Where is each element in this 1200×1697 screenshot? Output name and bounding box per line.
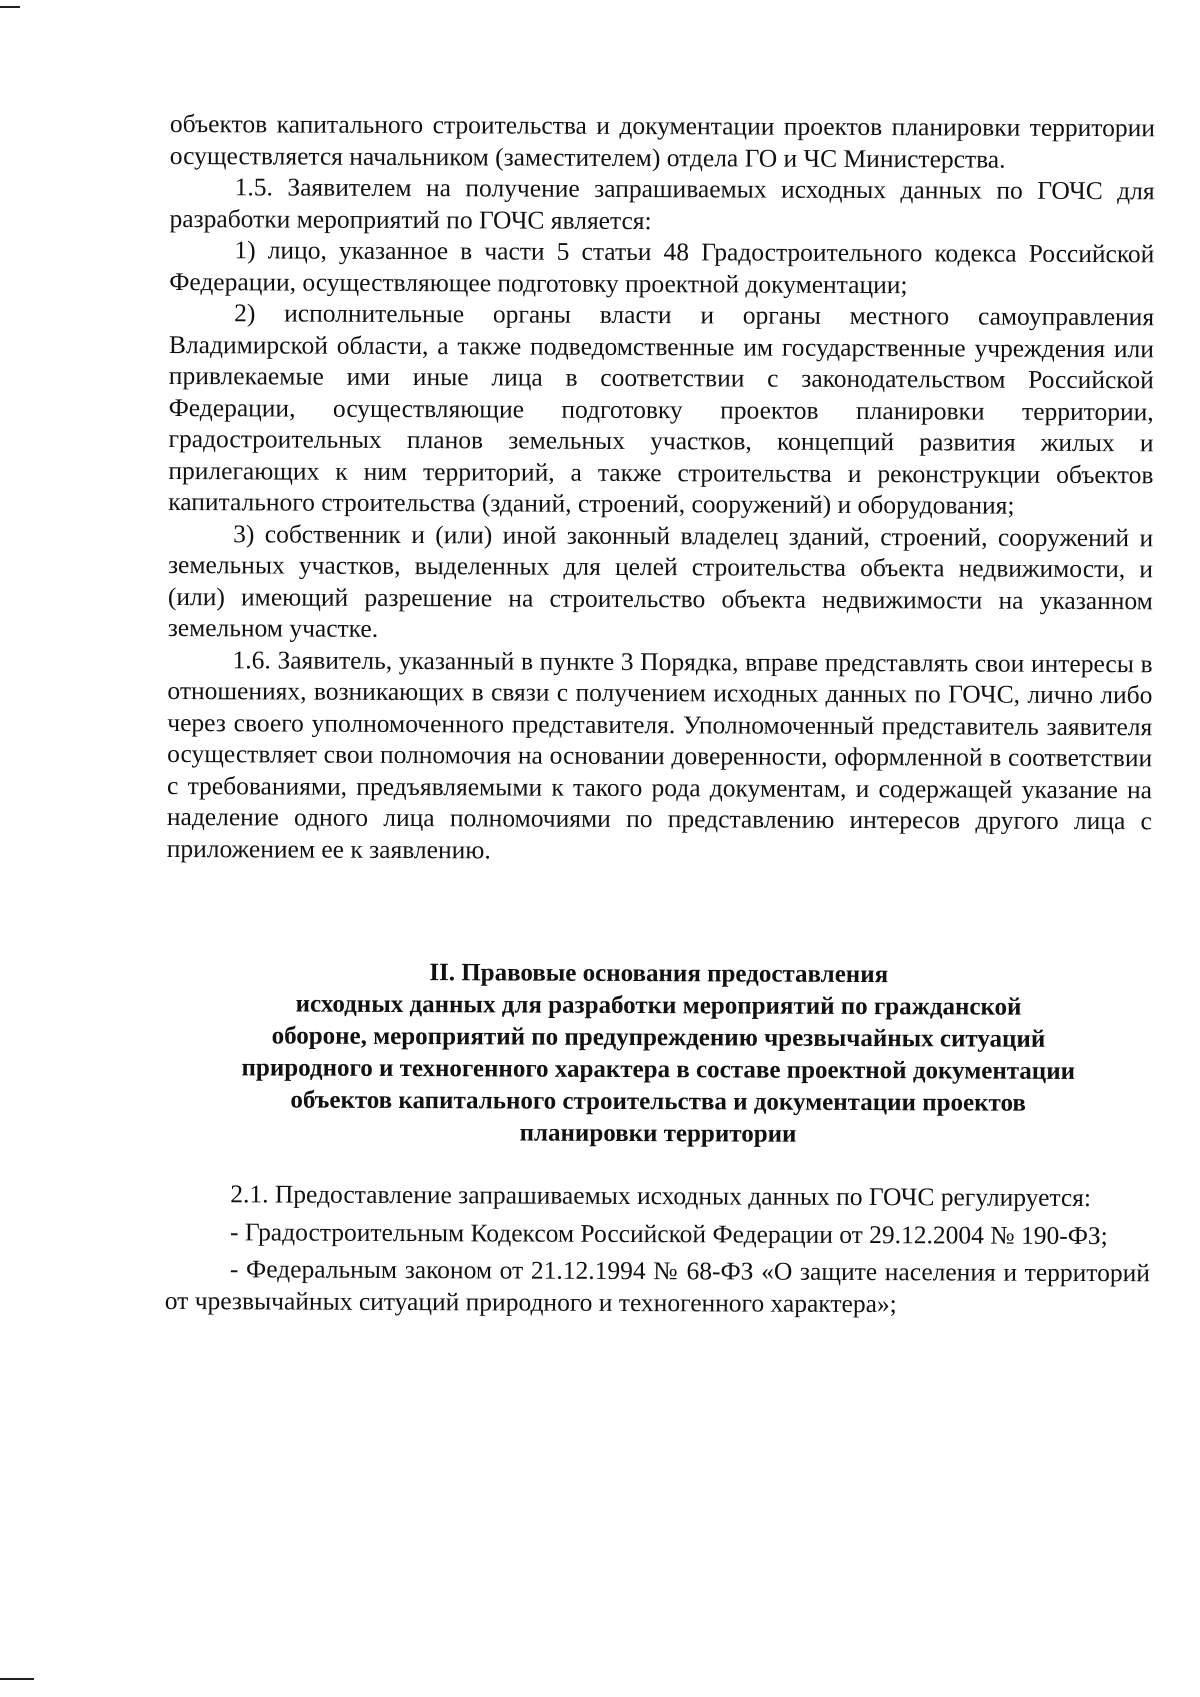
- paragraph-2-1-item-1: - Градостроительным Кодексом Российской Федерации от 29.12.2004 № 190-ФЗ;: [230, 1216, 1108, 1250]
- heading-line: исходных данных для разработки мероприятий по гражданской: [295, 990, 1022, 1021]
- paragraph-1-5: 1.5. Заявителем на получение запрашиваемых исходных данных по ГОЧС для разработки мероприятий по ГОЧС является:: [169, 172, 1155, 235]
- heading-line: планировки территории: [519, 1119, 797, 1148]
- paragraph-1-6: 1.6. Заявитель, указанный в пункте 3 Порядка, вправе представлять свои интересы в отношениях, возникающих в связи с получением исходных данных по ГОЧС, лично либо через своего уполномоченного представителя. Уполномоченный представитель заявителя осуществляет свои полномочия на основании доверенности, оформленной в соответствии с требованиями, предъявляемыми к такого рода документам, и содержащей указание на наделение одного лица полномочиями по представлению интересов другого лица с приложением ее к заявлению.: [166, 644, 1153, 864]
- heading-line: обороне, мероприятий по предупреждению чрезвычайных ситуаций: [271, 1022, 1046, 1053]
- paragraph-1-5-item-2: 2) исполнительные органы власти и органы местного самоуправления Владимирской области, а также подведомственные им государственные учреждения или привлекаемые ими иные лица в соответствии с законодательством Российской Федерации, осуществляющие подготовку проектов планировки территории, градостроительных планов земельных участков, концепций развития жилых и прилегающих к ним территорий, а также строительства и реконструкции объектов капитального строительства (зданий, строений, сооружений) и оборудования;: [168, 298, 1155, 520]
- scan-edge-mark: [0, 1678, 34, 1680]
- paragraph-continuation: объектов капитального строительства и документации проектов планировки территории осуществляется начальником (заместителем) отдела ГО и ЧС Министерства.: [169, 108, 1155, 174]
- section-2-heading: [165, 956, 1151, 1152]
- paragraph-1-5-item-1: 1) лицо, указанное в части 5 статьи 48 Градостроительного кодекса Российской Федерации, осуществляющее подготовку проектной документации;: [169, 235, 1155, 299]
- paragraph-2-1: 2.1. Предоставление запрашиваемых исходных данных по ГОЧС регулируется:: [230, 1179, 1092, 1213]
- paragraph-1-5-item-3: 3) собственник и (или) иной законный владелец зданий, строений, сооружений и земельных участков, выделенных для целей строительства объекта недвижимости, и (или) имеющий разрешение на строительство объекта недвижимости на указанном земельном участке.: [167, 518, 1154, 643]
- heading-line: II. Правовые основания предоставления: [429, 959, 889, 989]
- document-body: [165, 108, 1155, 1320]
- heading-line: объектов капитального строительства и документации проектов: [290, 1086, 1026, 1117]
- paragraph-2-1-item-2: - Федеральным законом от 21.12.1994 № 68-ФЗ «О защите населения и территорий от чрезвычайных ситуаций природного и техногенного характера»;: [164, 1254, 1150, 1318]
- heading-line: природного и техногенного характера в составе проектной документации: [241, 1054, 1076, 1085]
- scan-edge-mark: [0, 6, 20, 8]
